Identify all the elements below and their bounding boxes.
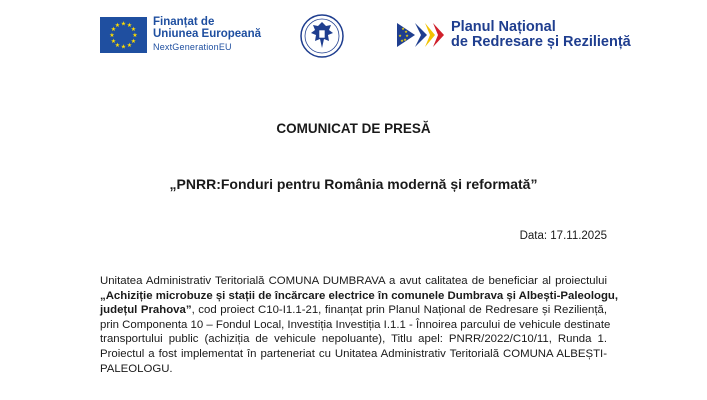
svg-text:★: ★ <box>405 33 409 38</box>
svg-text:★: ★ <box>114 41 121 49</box>
body-line-project-name: „Achiziție microbuze și stații de încărcare electrice în comunele Dumbrava și Albești-Paleologu, <box>100 289 619 302</box>
svg-text:★: ★ <box>404 29 408 34</box>
document-title: COMUNICAT DE PRESĂ <box>276 121 431 136</box>
svg-text:★: ★ <box>398 33 402 38</box>
svg-text:★: ★ <box>114 21 121 29</box>
pnrr-mark-icon <box>397 20 445 50</box>
svg-text:★: ★ <box>400 38 404 43</box>
body-line: prin Componenta 10 – Fondul Local, Investiția Investiția I.1.1 - Înnoirea parcului de vehicule destinate <box>100 318 611 331</box>
eu-logo-line2: Uniunea Europeană <box>153 28 261 40</box>
body-line: Proiectul a fost implementat în parteneriat cu Unitatea Administrativ Teritorială COMUNA ALBEȘTI- <box>100 347 607 360</box>
svg-text:★: ★ <box>130 37 137 45</box>
body-line <box>100 303 607 318</box>
eu-flag-icon <box>100 17 147 53</box>
document-date: Data: 17.11.2025 <box>519 230 607 242</box>
svg-text:★: ★ <box>132 31 138 39</box>
svg-text:★: ★ <box>126 41 133 49</box>
body-line-text: , cod proiect C10-I1.1-21, finanțat prin Planul Național de Redresare și Reziliență, <box>191 304 607 317</box>
svg-text:★: ★ <box>120 43 127 50</box>
svg-text:★: ★ <box>110 25 117 33</box>
body-line: PALEOLOGU. <box>100 362 173 375</box>
body-line: transportului public (achiziția de vehicule nepoluante), Titlu apel: PNRR/2022/C10/11, Runda 1. <box>100 333 607 346</box>
document-subtitle: „PNRR:Fonduri pentru România modernă și reformată” <box>169 176 538 192</box>
svg-text:★: ★ <box>403 37 407 42</box>
svg-text:★: ★ <box>110 37 117 45</box>
svg-text:★: ★ <box>401 26 405 31</box>
body-line: Unitatea Administrativ Teritorială COMUNA DUMBRAVA a avut calitatea de beneficiar al proiectului <box>100 275 607 287</box>
romanian-government-emblem-icon <box>300 14 344 58</box>
pnrr-logo-line1: Planul Național <box>451 19 556 35</box>
pnrr-logo-line2: de Redresare și Reziliență <box>451 34 631 50</box>
svg-text:★: ★ <box>130 25 137 33</box>
eu-logo-line3: NextGenerationEU <box>153 42 232 52</box>
svg-text:★: ★ <box>120 20 127 27</box>
eu-logo-line1: Finanțat de <box>153 16 215 28</box>
document-body <box>100 274 619 376</box>
svg-text:★: ★ <box>109 31 115 39</box>
eu-funding-logo <box>100 16 261 53</box>
svg-text:★: ★ <box>126 21 133 29</box>
project-name-end: județul Prahova” <box>100 304 192 317</box>
pnrr-logo <box>397 20 631 50</box>
